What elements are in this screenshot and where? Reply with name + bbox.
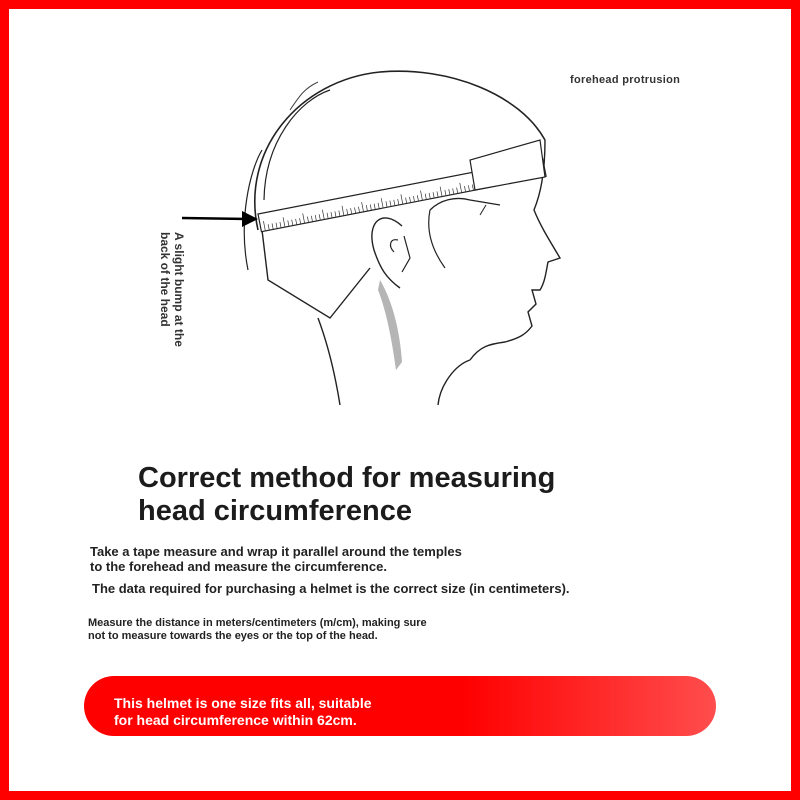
size-banner	[84, 676, 716, 736]
page-title: Correct method for measuring head circumference	[138, 462, 556, 527]
instruction-size-required: The data required for purchasing a helmet is the correct size (in centimeters).	[92, 581, 570, 596]
size-banner-text: This helmet is one size fits all, suitable for head circumference within 62cm.	[114, 695, 372, 728]
ear-shape	[372, 218, 402, 288]
arrow-line	[182, 218, 248, 219]
back-of-head-label: A slight bump at the back of the head	[158, 232, 186, 347]
forehead-protrusion-label: forehead protrusion	[570, 74, 681, 86]
instruction-measure-distance: Measure the distance in meters/centimeters (m/cm), making sure not to measure towards the eyes or the top of the head.	[88, 617, 427, 642]
instruction-wrap-tape: Take a tape measure and wrap it parallel around the temples to the forehead and measure the circumference.	[90, 544, 462, 574]
